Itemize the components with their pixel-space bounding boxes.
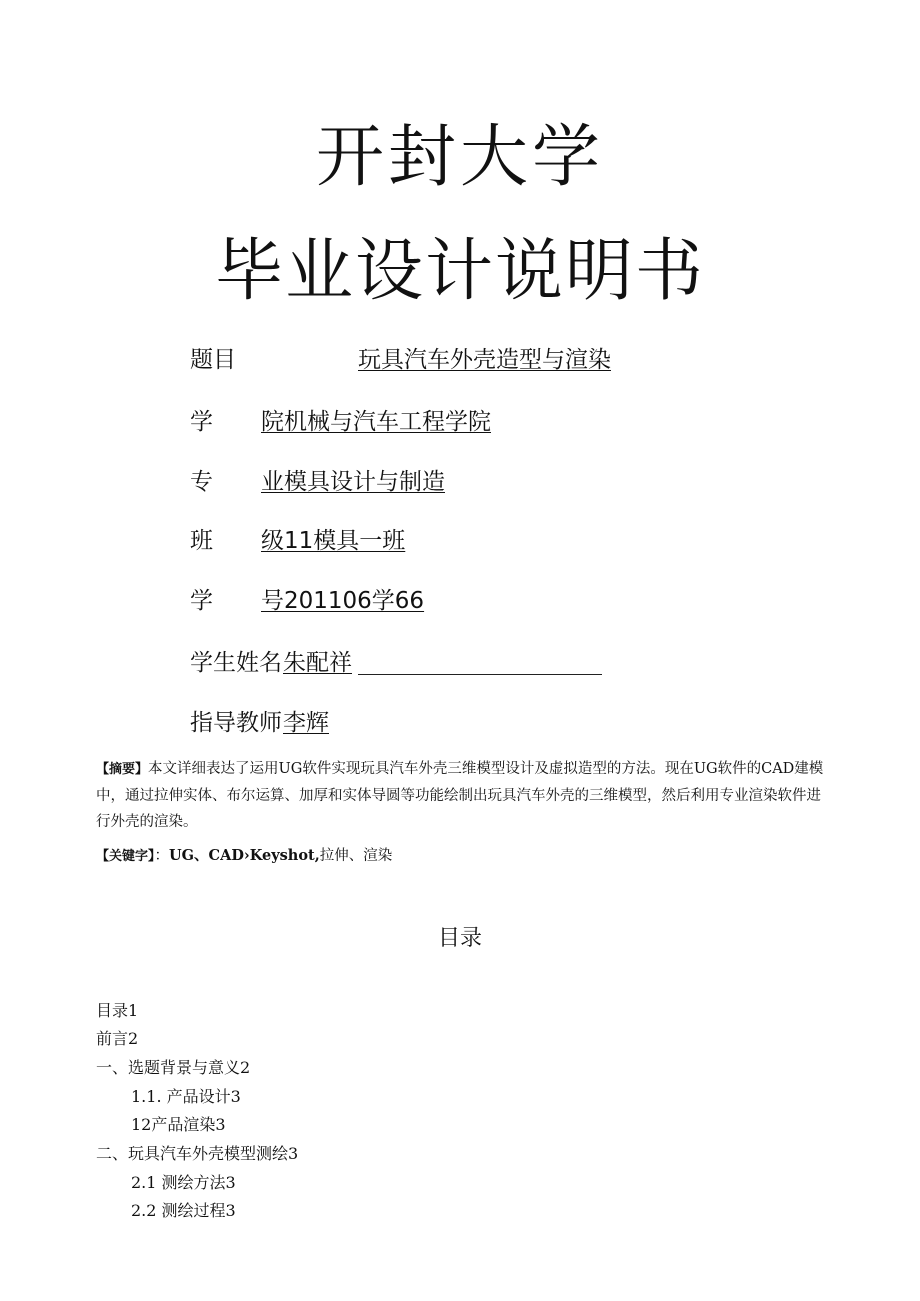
toc-item[interactable]: 目录1: [96, 1001, 139, 1020]
student-name-value: 朱配祥: [283, 650, 352, 676]
abstract-tag: 【摘要】: [96, 762, 149, 777]
keywords-list-rest: 拉伸、渲染: [319, 848, 393, 864]
abstract-text: 本文详细表达了运用UG软件实现玩具汽车外壳三维模型设计及虚拟造型的方法。现在UG软件的CAD建模中，通过拉伸实体、布尔运算、加厚和实体导圆等功能绘制出玩具汽车外壳的三维模型，然后利用专业渲染软件进行外壳的渲染。: [96, 761, 824, 830]
advisor-label: 指导教师: [190, 710, 282, 736]
college-value: 院机械与汽车工程学院: [261, 409, 491, 435]
toc-item[interactable]: 2.2 测绘过程3: [131, 1201, 236, 1220]
student-name-label: 学生姓名: [190, 650, 282, 676]
college-label: 学: [190, 409, 213, 435]
topic-value: 玩具汽车外壳造型与渲染: [358, 347, 611, 373]
toc-item[interactable]: 一、选题背景与意义2: [96, 1058, 251, 1077]
toc-item[interactable]: 12产品渲染3: [131, 1115, 226, 1134]
keywords-separator: ：: [154, 848, 170, 864]
toc-item[interactable]: 2.1 测绘方法3: [131, 1173, 236, 1192]
class-value: 级11模具一班: [261, 528, 406, 554]
keywords-tag: 【关键字】: [96, 849, 155, 864]
student-id-label: 学: [190, 588, 213, 614]
document-title: 毕业设计说明书: [214, 232, 705, 311]
toc-item[interactable]: 二、玩具汽车外壳模型测绘3: [96, 1144, 299, 1163]
university-title: 开封大学: [315, 118, 604, 197]
name-blank-line: [358, 652, 602, 675]
keywords-line: [96, 844, 392, 869]
keywords-list-bold: UG、CAD›Keyshot,: [169, 847, 320, 864]
advisor-value: 李辉: [283, 710, 329, 736]
student-id-value: 号201106学66: [261, 588, 425, 614]
topic-label: 题目: [190, 347, 236, 373]
toc-title: 目录: [437, 926, 482, 951]
major-label: 专: [190, 469, 213, 495]
class-label: 班: [190, 528, 213, 554]
major-value: 业模具设计与制造: [261, 469, 445, 495]
toc-item[interactable]: 前言2: [96, 1029, 139, 1048]
toc-item[interactable]: 1.1. 产品设计3: [131, 1087, 241, 1106]
abstract-paragraph: [96, 756, 831, 835]
